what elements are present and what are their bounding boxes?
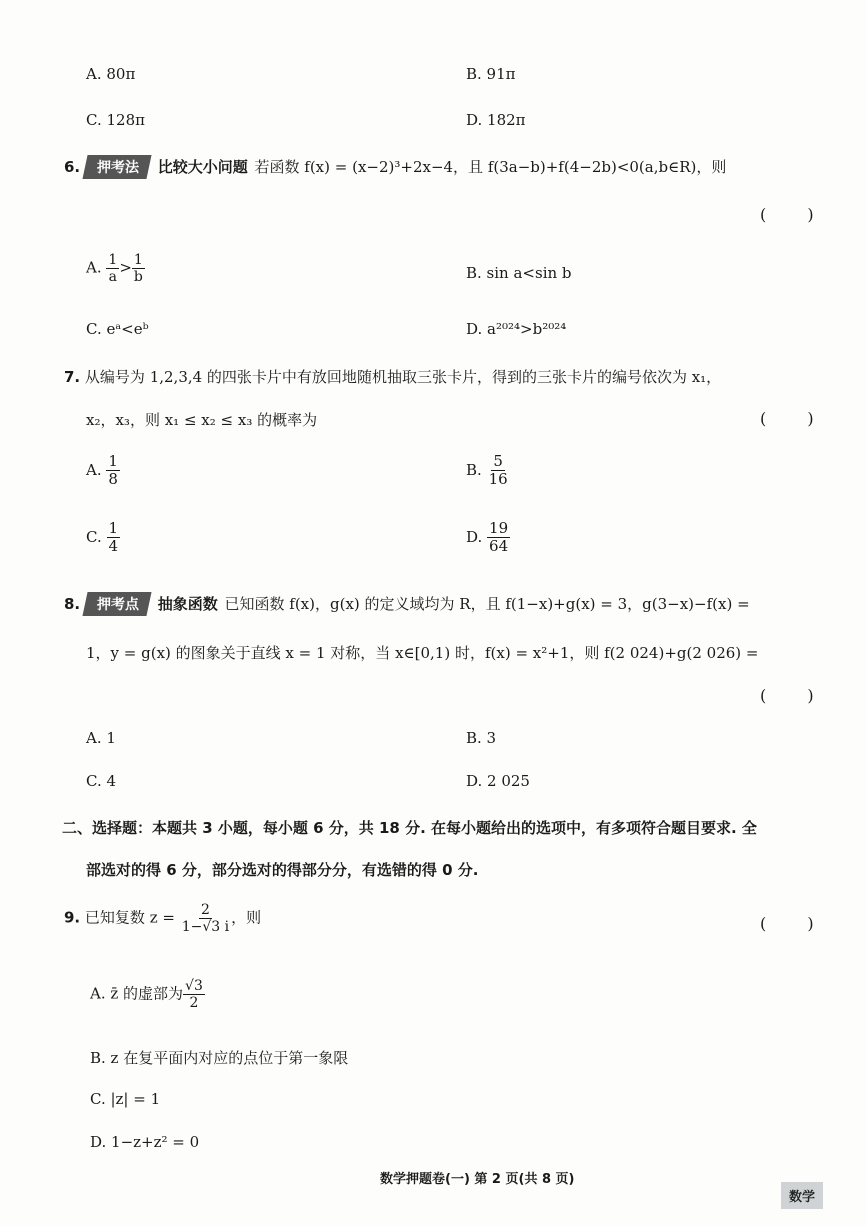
question-7-line2: x₂，x₃，则 x₁ ≤ x₂ ≤ x₃ 的概率为 <box>86 411 318 429</box>
q8-option-c: C. 4 <box>86 772 117 790</box>
q9-option-c: C. |z| = 1 <box>90 1090 161 1108</box>
exam-tag-badge: 押考点 <box>82 592 151 616</box>
question-text: 若函数 f(x) = (x−2)³+2x−4，且 f(3a−b)+f(4−2b)<0(a,b∈R)，则 <box>254 158 727 176</box>
answer-bracket: ( ) <box>760 205 832 224</box>
q9-option-a: A. z̄ 的虚部为 $\frac{√3}{2}$ <box>90 978 203 1012</box>
q8-option-b: B. 3 <box>466 729 497 747</box>
q7-option-d: D. $\frac{19}{64}$ <box>466 519 509 556</box>
q6-option-d: D. a²⁰²⁴>b²⁰²⁴ <box>466 320 567 338</box>
q8-option-d: D. 2 025 <box>466 772 530 790</box>
q8-option-a: A. 1 <box>86 729 116 747</box>
answer-bracket: ( ) <box>760 686 832 705</box>
q9-option-b: B. z 在复平面内对应的点位于第一象限 <box>90 1049 349 1067</box>
q7-option-b: B. $\frac{5}{16}$ <box>466 452 508 489</box>
subject-badge: 数学 <box>781 1182 823 1209</box>
q9-option-d: D. 1−z+z² = 0 <box>90 1133 200 1151</box>
q5-option-b: B. 91π <box>466 65 516 83</box>
answer-bracket: ( ) <box>760 914 832 933</box>
question-number: 9. <box>64 908 81 927</box>
question-topic: 抽象函数 <box>157 595 218 613</box>
question-8-line2: 1，y = g(x) 的图象关于直线 x = 1 对称，当 x∈[0,1) 时，f(x) = x²+1，则 f(2 024)+g(2 026) = <box>86 644 759 662</box>
q5-option-c: C. 128π <box>86 111 145 129</box>
page-footer: 数学押题卷(一) 第 2 页(共 8 页) <box>380 1172 575 1187</box>
question-9-stem: 9. 已知复数 z = $\frac{2}{1-√3 i}$ ，则 <box>64 902 262 936</box>
exam-tag-badge: 押考法 <box>82 155 151 179</box>
section-instructions: 部选对的得 6 分，部分选对的得部分分，有选错的得 0 分. <box>86 861 479 879</box>
question-6-stem <box>64 155 726 179</box>
q5-option-a: A. 80π <box>86 65 136 83</box>
question-number: 7. <box>64 368 81 386</box>
question-number: 8. <box>64 595 81 613</box>
section-heading-multiple-choice: 二、选择题：本题共 3 小题，每小题 6 分，共 18 分. 在每小题给出的选项中，有多项符合题目要求. 全 <box>62 819 757 837</box>
q6-option-b: B. sin a<sin b <box>466 264 572 282</box>
question-8-line1: 8. 押考点 抽象函数 已知函数 f(x)，g(x) 的定义域均为 R，且 f(1−x)+g(x) = 3，g(3−x)−f(x) = <box>64 592 750 616</box>
q5-option-d: D. 182π <box>466 111 526 129</box>
q7-option-a: A. $\frac{1}{8}$ <box>86 452 118 489</box>
question-topic: 比较大小问题 <box>157 158 248 176</box>
q6-option-a: A. $\frac{1}{a}$ > $\frac{1}{b}$ <box>86 252 143 286</box>
q7-option-c: C. $\frac{1}{4}$ <box>86 519 119 556</box>
question-7-line1: 7. 从编号为 1,2,3,4 的四张卡片中有放回地随机抽取三张卡片，得到的三张卡片的编号依次为 x₁， <box>64 368 722 386</box>
q6-option-c: C. eᵃ<eᵇ <box>86 320 149 338</box>
answer-bracket: ( ) <box>760 409 832 428</box>
question-number: 6. <box>64 158 81 176</box>
